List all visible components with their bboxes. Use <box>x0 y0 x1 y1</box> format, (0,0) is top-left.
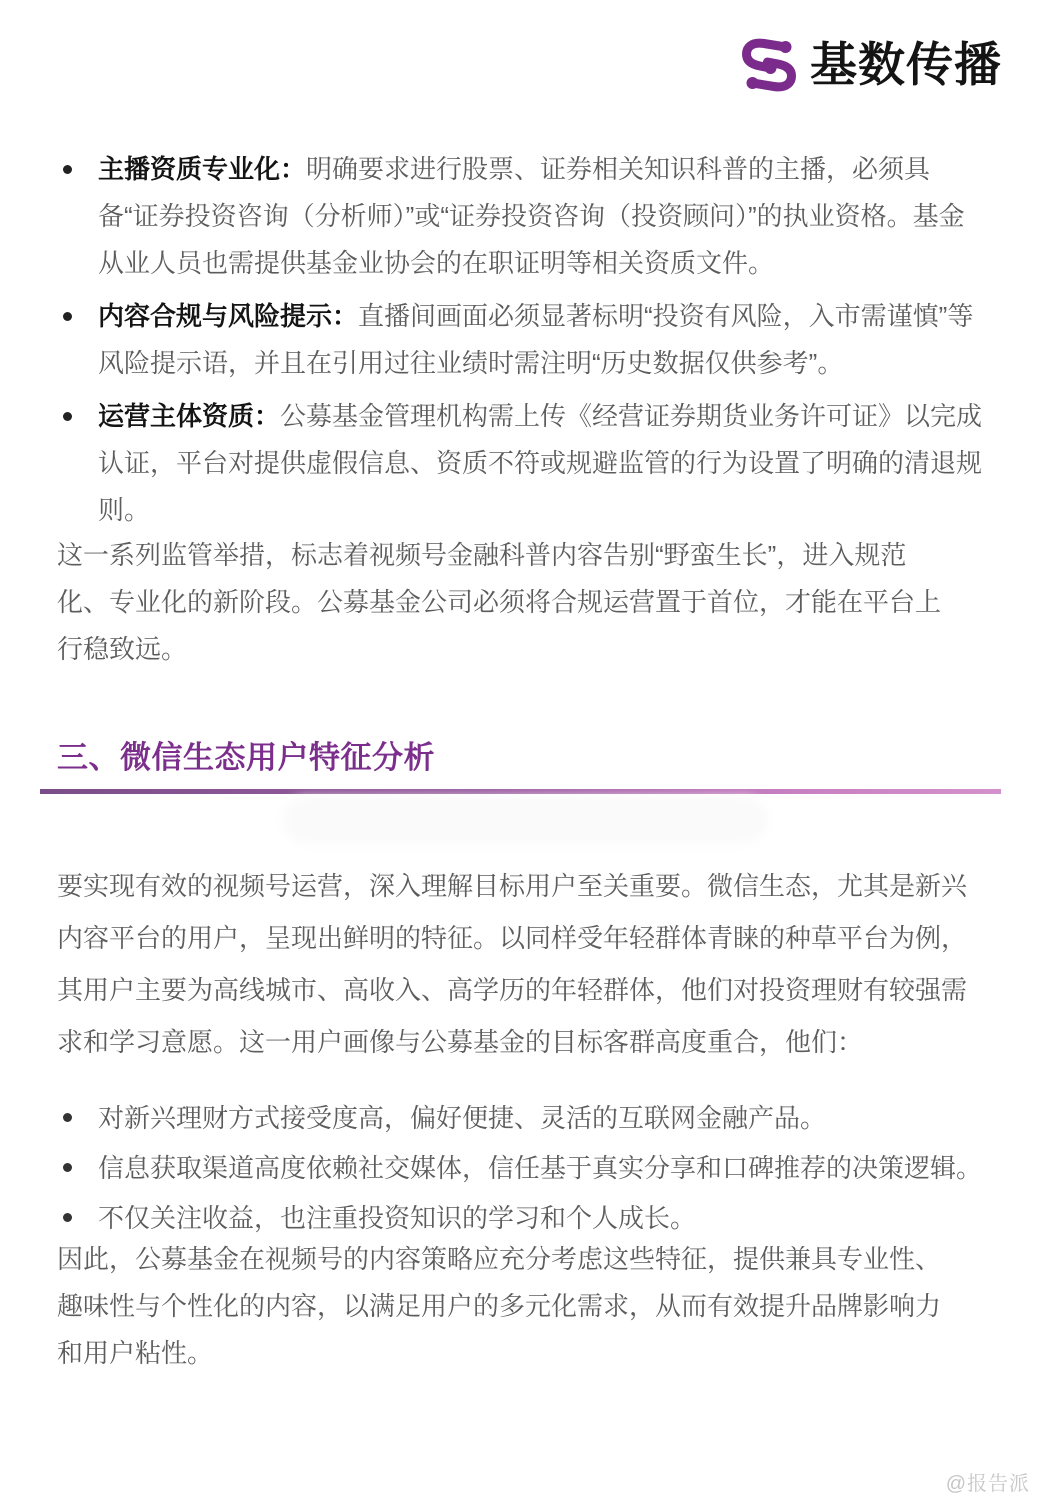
brand-name: 基数传播 <box>810 38 1002 91</box>
strategy-paragraph: 因此，公募基金在视频号的内容策略应充分考虑这些特征，提供兼具专业性、趣味性与个性化的内容，以满足用户的多元化需求，从而有效提升品牌影响力和用户粘性。 <box>57 1244 942 1368</box>
list-item-text: 不仅关注收益，也注重投资知识的学习和个人成长。 <box>98 1203 697 1233</box>
regulation-list <box>57 146 988 534</box>
bullet-dot-icon <box>63 412 72 421</box>
regulation-summary-paragraph: 这一系列监管举措，标志着视频号金融科普内容告别“野蛮生长”，进入规范化、专业化的新阶段。公募基金公司必须将合规运营置于首位，才能在平台上行稳致远。 <box>57 540 942 664</box>
list-item <box>57 1093 988 1143</box>
bullet-dot-icon <box>63 165 72 174</box>
bullet-dot-icon <box>63 312 72 321</box>
faded-watermark-remnant <box>283 797 768 843</box>
list-item-lead: 内容合规与风险提示： <box>98 301 359 331</box>
bullet-dot-icon <box>63 1213 72 1222</box>
s-link-monogram-icon <box>737 36 801 94</box>
trait-list <box>57 1093 988 1243</box>
list-item <box>57 393 988 534</box>
list-item-text: 对新兴理财方式接受度高，偏好便捷、灵活的互联网金融产品。 <box>98 1103 827 1133</box>
list-item-text: 信息获取渠道高度依赖社交媒体，信任基于真实分享和口碑推荐的决策逻辑。 <box>98 1153 983 1183</box>
list-item-lead: 主播资质专业化： <box>98 154 307 184</box>
list-item <box>57 293 988 387</box>
list-item-text: 公募基金管理机构需上传《经营证券期货业务许可证》以完成认证，平台对提供虚假信息、资质不符或规避监管的行为设置了明确的清退规则。 <box>98 401 983 525</box>
section-title: 三、微信生态用户特征分析 <box>57 740 435 775</box>
user-profile-paragraph: 要实现有效的视频号运营，深入理解目标用户至关重要。微信生态，尤其是新兴内容平台的用户，呈现出鲜明的特征。以同样受年轻群体青睐的种草平台为例，其用户主要为高线城市、高收入、高学历的年轻群体，他们对投资理财有较强需求和学习意愿。这一用户画像与公募基金的目标客群高度重合，他们： <box>57 871 968 1057</box>
bullet-dot-icon <box>63 1163 72 1172</box>
list-item <box>57 146 988 287</box>
brand-logo <box>737 36 1002 94</box>
section-divider <box>40 789 1001 794</box>
bullet-dot-icon <box>63 1113 72 1122</box>
list-item <box>57 1143 988 1193</box>
watermark: @报告派 <box>945 1473 1030 1495</box>
list-item-text: 明确要求进行股票、证券相关知识科普的主播，必须具备“证券投资咨询（分析师）”或“证券投资咨询（投资顾问）”的执业资格。基金从业人员也需提供基金业协会的在职证明等相关资质文件。 <box>98 154 965 278</box>
list-item-text: 直播间画面必须显著标明“投资有风险，入市需谨慎”等风险提示语，并且在引用过往业绩时需注明“历史数据仅供参考”。 <box>98 301 974 378</box>
list-item-lead: 运营主体资质： <box>98 401 281 431</box>
